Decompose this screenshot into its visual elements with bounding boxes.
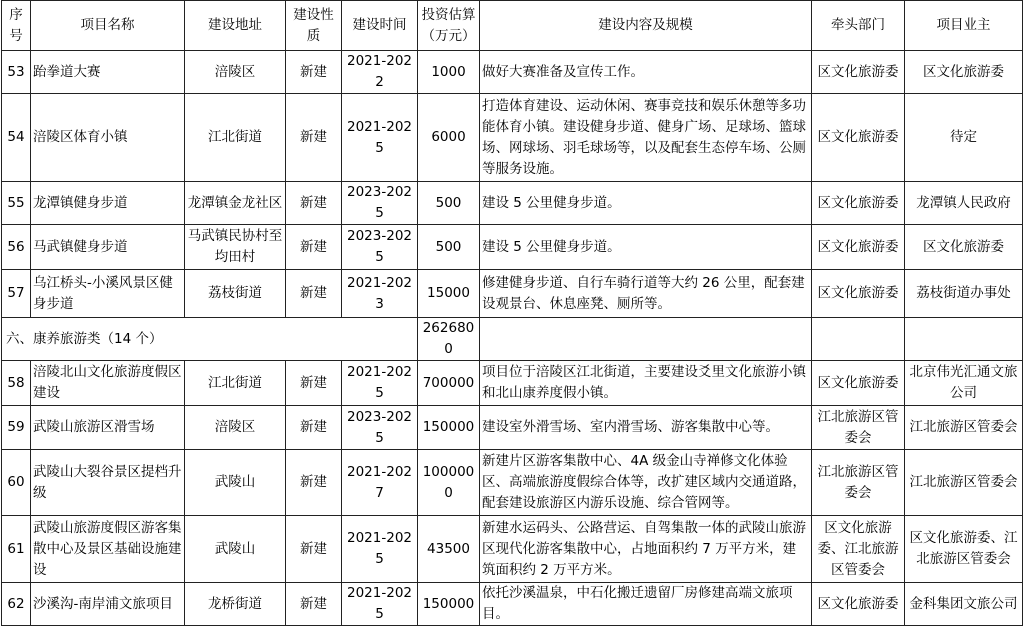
section-title: 六、康养旅游类（14 个） [2, 318, 418, 361]
row-no: 58 [2, 361, 31, 406]
row-investment: 1000000 [418, 450, 480, 516]
row-content: 做好大赛准备及宣传工作。 [480, 51, 812, 94]
row-address: 荔枝街道 [185, 270, 286, 318]
row-investment: 700000 [418, 361, 480, 406]
table-row [2, 361, 1023, 406]
row-nature: 新建 [286, 406, 342, 450]
header-lead-dept: 牵头部门 [812, 1, 905, 51]
row-period: 2023-2025 [342, 225, 418, 270]
table-row [2, 516, 1023, 583]
row-owner: 江北旅游区管委会 [905, 406, 1023, 450]
row-content: 项目位于涪陵区江北街道，主要建设爻里文化旅游小镇和北山康养度假小镇。 [480, 361, 812, 406]
row-nature: 新建 [286, 270, 342, 318]
row-owner: 金科集团文旅公司 [905, 583, 1023, 626]
row-nature: 新建 [286, 94, 342, 182]
row-lead-dept: 区文化旅游委、江北旅游区管委会 [812, 516, 905, 583]
row-no: 56 [2, 225, 31, 270]
row-lead-dept: 区文化旅游委 [812, 270, 905, 318]
row-name: 龙潭镇健身步道 [31, 182, 185, 225]
row-investment: 500 [418, 225, 480, 270]
table-row [2, 270, 1023, 318]
header-period: 建设时间 [342, 1, 418, 51]
row-lead-dept: 区文化旅游委 [812, 51, 905, 94]
section-empty-cell [905, 318, 1023, 361]
row-content: 修建健身步道、自行车骑行道等大约 26 公里，配套建设观景台、休息座凳、厕所等。 [480, 270, 812, 318]
row-owner: 荔枝街道办事处 [905, 270, 1023, 318]
row-period: 2021-2023 [342, 270, 418, 318]
table-row [2, 406, 1023, 450]
row-investment: 150000 [418, 406, 480, 450]
row-name: 乌江桥头-小溪风景区健身步道 [31, 270, 185, 318]
row-content: 打造体育建设、运动休闲、赛事竞技和娱乐休憩等多功能体育小镇。建设健身步道、健身广场、足球场、篮球场、网球场、羽毛球场等，以及配套生态停车场、公厕等服务设施。 [480, 94, 812, 182]
row-name: 武陵山旅游区滑雪场 [31, 406, 185, 450]
row-nature: 新建 [286, 583, 342, 626]
row-investment: 6000 [418, 94, 480, 182]
row-owner: 区文化旅游委、江北旅游区管委会 [905, 516, 1023, 583]
row-content: 依托沙溪温泉，中石化搬迁遗留厂房修建高端文旅项目。 [480, 583, 812, 626]
row-period: 2021-2022 [342, 51, 418, 94]
header-content: 建设内容及规模 [480, 1, 812, 51]
table-row [2, 225, 1023, 270]
row-address: 武陵山 [185, 450, 286, 516]
row-lead-dept: 区文化旅游委 [812, 182, 905, 225]
header-name: 项目名称 [31, 1, 185, 51]
row-address: 江北街道 [185, 94, 286, 182]
row-investment: 15000 [418, 270, 480, 318]
section-row [2, 318, 1023, 361]
row-investment: 150000 [418, 583, 480, 626]
row-lead-dept: 江北旅游区管委会 [812, 450, 905, 516]
row-nature: 新建 [286, 51, 342, 94]
row-investment: 500 [418, 182, 480, 225]
row-address: 马武镇民协村至均田村 [185, 225, 286, 270]
header-no: 序号 [2, 1, 31, 51]
row-lead-dept: 区文化旅游委 [812, 94, 905, 182]
row-owner: 北京伟光汇通文旅公司 [905, 361, 1023, 406]
row-content: 建设室外滑雪场、室内滑雪场、游客集散中心等。 [480, 406, 812, 450]
section-empty-cell [480, 318, 812, 361]
row-no: 62 [2, 583, 31, 626]
row-nature: 新建 [286, 516, 342, 583]
row-address: 江北街道 [185, 361, 286, 406]
row-no: 60 [2, 450, 31, 516]
row-address: 龙潭镇金龙社区 [185, 182, 286, 225]
header-row [2, 1, 1023, 51]
header-address: 建设地址 [185, 1, 286, 51]
row-name: 马武镇健身步道 [31, 225, 185, 270]
table-row [2, 182, 1023, 225]
row-name: 武陵山旅游度假区游客集散中心及景区基础设施建设 [31, 516, 185, 583]
header-owner: 项目业主 [905, 1, 1023, 51]
row-period: 2021-2025 [342, 583, 418, 626]
header-investment: 投资估算（万元） [418, 1, 480, 51]
row-name: 武陵山大裂谷景区提档升级 [31, 450, 185, 516]
section-investment: 2626800 [418, 318, 480, 361]
row-nature: 新建 [286, 450, 342, 516]
row-name: 涪陵区体育小镇 [31, 94, 185, 182]
row-name: 涪陵北山文化旅游度假区建设 [31, 361, 185, 406]
header-nature: 建设性质 [286, 1, 342, 51]
row-period: 2021-2025 [342, 94, 418, 182]
row-content: 建设 5 公里健身步道。 [480, 182, 812, 225]
table-row [2, 583, 1023, 626]
row-owner: 待定 [905, 94, 1023, 182]
row-nature: 新建 [286, 361, 342, 406]
row-no: 61 [2, 516, 31, 583]
row-content: 新建水运码头、公路营运、自驾集散一体的武陵山旅游区现代化游客集散中心，占地面积约 7 万平方米，建筑面积约 2 万平方米。 [480, 516, 812, 583]
row-no: 55 [2, 182, 31, 225]
table-row [2, 51, 1023, 94]
row-no: 53 [2, 51, 31, 94]
row-lead-dept: 区文化旅游委 [812, 361, 905, 406]
row-name: 跆拳道大赛 [31, 51, 185, 94]
row-no: 57 [2, 270, 31, 318]
row-address: 龙桥街道 [185, 583, 286, 626]
row-address: 武陵山 [185, 516, 286, 583]
row-nature: 新建 [286, 225, 342, 270]
row-nature: 新建 [286, 182, 342, 225]
row-investment: 1000 [418, 51, 480, 94]
table-row [2, 94, 1023, 182]
project-table [1, 0, 1023, 626]
row-owner: 区文化旅游委 [905, 51, 1023, 94]
row-period: 2023-2025 [342, 406, 418, 450]
row-investment: 43500 [418, 516, 480, 583]
row-lead-dept: 区文化旅游委 [812, 583, 905, 626]
row-address: 涪陵区 [185, 406, 286, 450]
row-period: 2021-2025 [342, 361, 418, 406]
table-row [2, 450, 1023, 516]
section-empty-cell [812, 318, 905, 361]
row-address: 涪陵区 [185, 51, 286, 94]
row-no: 59 [2, 406, 31, 450]
row-period: 2021-2025 [342, 516, 418, 583]
row-owner: 区文化旅游委 [905, 225, 1023, 270]
row-lead-dept: 江北旅游区管委会 [812, 406, 905, 450]
row-owner: 江北旅游区管委会 [905, 450, 1023, 516]
row-name: 沙溪沟-南岸浦文旅项目 [31, 583, 185, 626]
row-no: 54 [2, 94, 31, 182]
row-period: 2021-2027 [342, 450, 418, 516]
row-lead-dept: 区文化旅游委 [812, 225, 905, 270]
row-period: 2023-2025 [342, 182, 418, 225]
row-owner: 龙潭镇人民政府 [905, 182, 1023, 225]
row-content: 建设 5 公里健身步道。 [480, 225, 812, 270]
row-content: 新建片区游客集散中心、4A 级金山寺禅修文化体验区、高端旅游度假综合体等，改扩建区域内交通道路，配套建设旅游区内游乐设施、综合管网等。 [480, 450, 812, 516]
